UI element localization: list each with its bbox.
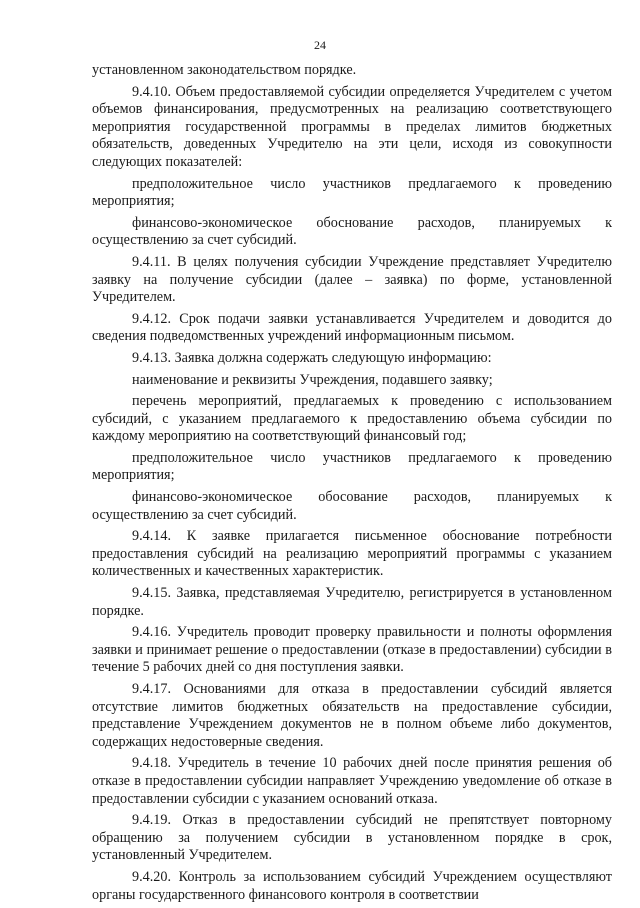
paragraph-9-4-10: 9.4.10. Объем предоставляемой субсидии определяется Учредителем с учетом объемов финансирования, предусмотренных на реализацию соответствующего мероприятия государственной программы в пределах лимитов бюджетных обязательств, доведенных Учредителю на эти цели, исходя из совокупности следующих показателей:: [92, 83, 612, 170]
paragraph-9-4-11: 9.4.11. В целях получения субсидии Учреждение представляет Учредителю заявку на получение субсидии (далее – заявка) по форме, установленной Учредителем.: [92, 253, 612, 306]
list-item: перечень мероприятий, предлагаемых к проведению с использованием субсидий, с указанием предлагаемого к предоставлению объема субсидии по каждому мероприятию на соответствующий финансовый год;: [92, 393, 612, 445]
paragraph-9-4-19: 9.4.19. Отказ в предоставлении субсидий не препятствует повторному обращению за получением субсидии в установленном порядке в срок, установленный Учредителем.: [92, 812, 612, 864]
paragraph-9-4-16: 9.4.16. Учредитель проводит проверку правильности и полноты оформления заявки и принимает решение о предоставлении (отказе в предоставлении) субсидии в течение 5 рабочих дней со дня поступления заявки.: [92, 624, 612, 676]
paragraph-9-4-12: 9.4.12. Срок подачи заявки устанавливается Учредителем и доводится до сведения подведомственных учреждений информационным письмом.: [92, 310, 612, 345]
page-number: 24: [314, 38, 326, 52]
paragraph-9-4-20: 9.4.20. Контроль за использованием субсидий Учреждением осуществляют органы государственного финансового контроля в соответствии: [92, 868, 612, 903]
list-item: предположительное число участников предлагаемого к проведению мероприятия;: [92, 175, 612, 210]
list-item: наименование и реквизиты Учреждения, подавшего заявку;: [132, 371, 493, 388]
list-item: финансово-экономическое обосование расходов, планируемых к осуществлению за счет субсидий.: [92, 489, 612, 523]
paragraph-9-4-18: 9.4.18. Учредитель в течение 10 рабочих дней после принятия решения об отказе в предоставлении субсидии направляет Учреждению уведомление об отказе в предоставлении субсидии с указанием оснований отказа.: [92, 755, 612, 807]
paragraph-9-4-14: 9.4.14. К заявке прилагается письменное обоснование потребности предоставления субсидий на реализацию мероприятий программы с указанием количественных и качественных характеристик.: [92, 528, 612, 580]
paragraph-continuation: установленном законодательством порядке.: [92, 62, 357, 78]
paragraph-9-4-17: 9.4.17. Основаниями для отказа в предоставлении субсидий является отсутствие лимитов бюджетных обязательств на предоставление субсидии, представление Учреждением документов не в полном объеме либо документов, содержащих недостоверные сведения.: [92, 681, 612, 750]
list-item: финансово-экономическое обоснование расходов, планируемых к осуществлению за счет субсидий.: [92, 214, 612, 249]
paragraph-9-4-13: 9.4.13. Заявка должна содержать следующую информацию:: [132, 349, 492, 366]
paragraph-9-4-15: 9.4.15. Заявка, представляемая Учредителю, регистрируется в установленном порядке.: [92, 585, 612, 619]
document-body: [92, 62, 612, 908]
list-item: предположительное число участников предлагаемого к проведению мероприятия;: [92, 449, 612, 484]
